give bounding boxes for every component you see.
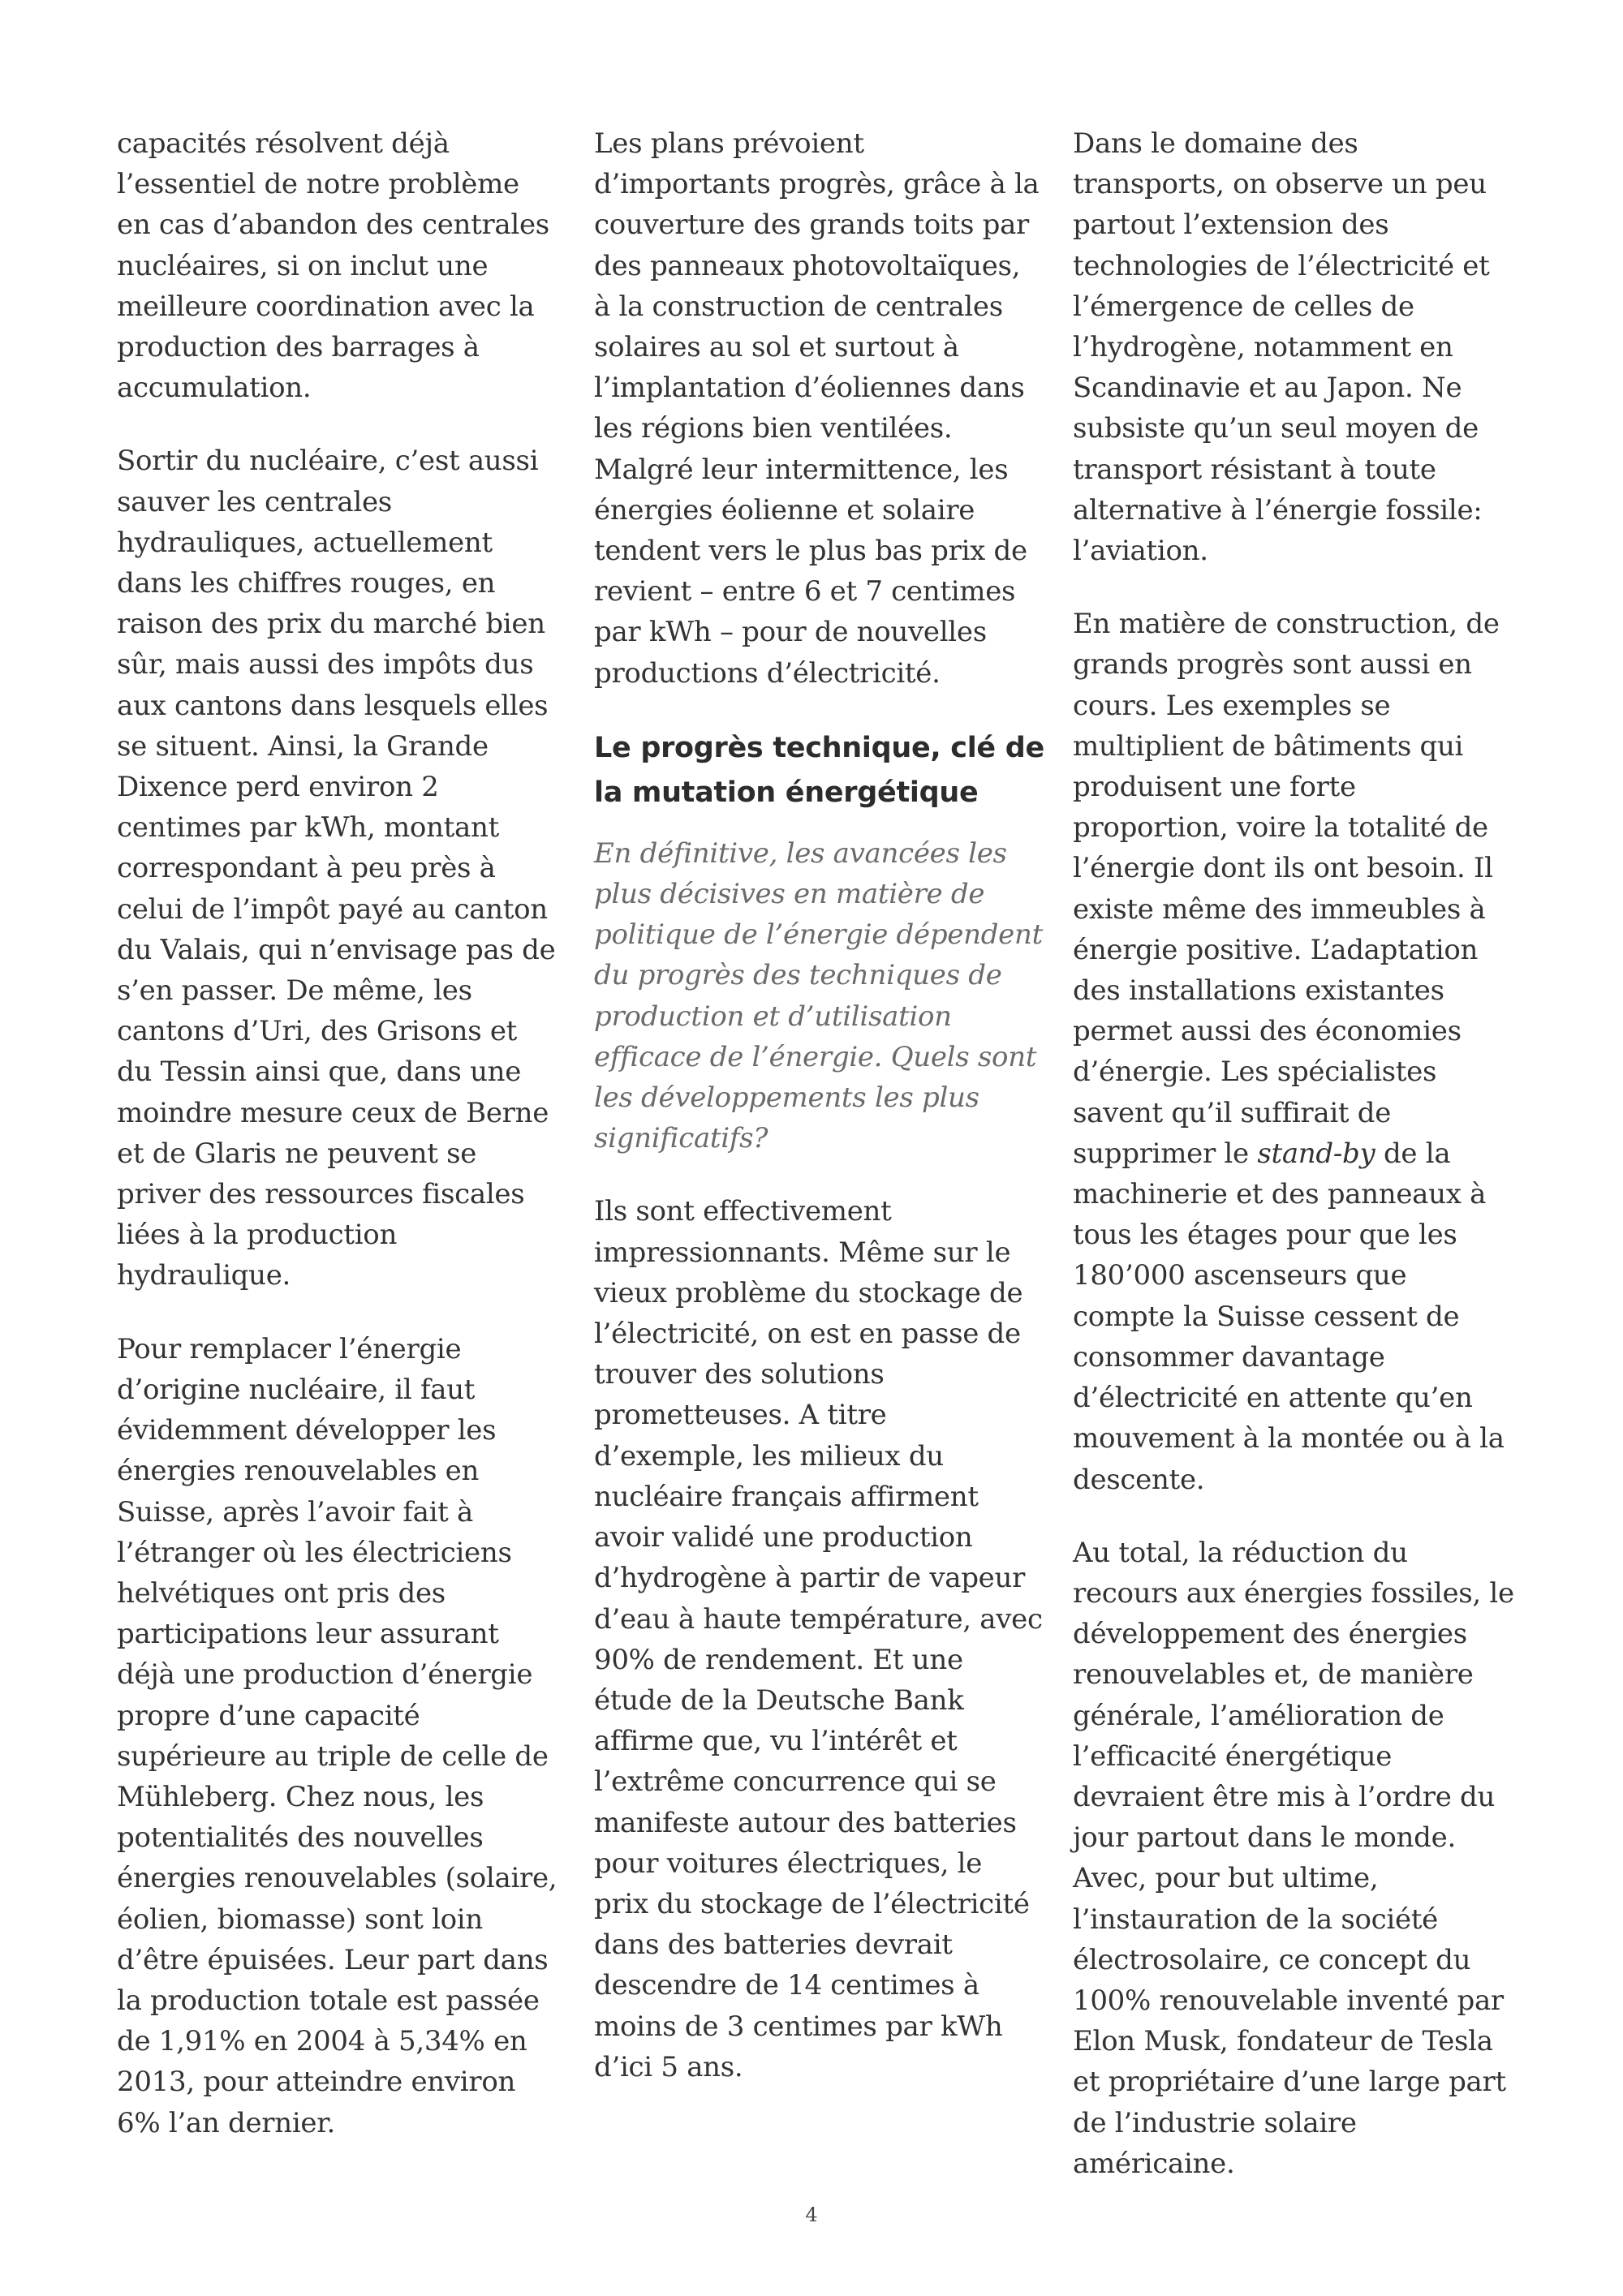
paragraph-text: de la machinerie et des panneaux à tous les étages pour que les 180’000 ascenseurs que compte la Suisse cessent de consommer davantage d’électricité en attente qu’en mouvement à la montée ou à la descente. (1073, 1137, 1505, 1496)
interview-question: En définitive, les avancées les plus décisives en matière de politique de l’énergie dépendent du progrès des techniques de production et d’utilisation efficace de l’énergie. Quels sont les développements les plus significatifs? (594, 836, 1043, 1155)
paragraph: Sortir du nucléaire, c’est aussi sauver les centrales hydrauliques, actuellement dans les chiffres rouges, en raison des prix du marché bien sûr, mais aussi des impôts dus aux cantons dans lesquels elles se situent. Ainsi, la Grande Dixence perd environ 2 centimes par kWh, montant correspondant à peu près à celui de l’impôt payé au canton du Valais, qui n’envisage pas de s’en passer. De même, les cantons d’Uri, des Grisons et du Tessin ainsi que, dans une moindre mesure ceux de Berne et de Glaris ne peuvent se priver des ressources fiscales liées à la production hydraulique. (117, 445, 556, 1292)
paragraph (1073, 604, 1516, 1499)
emphasis-term: stand-by (1257, 1137, 1375, 1170)
paragraph: Ils sont effectivement impressionnants. Même sur le vieux problème du stockage de l’électricité, on est en passe de trouver des solutions prometteuses. A titre d’exemple, les milieux du nucléaire français affirment avoir validé une production d’hydrogène à partir de vapeur d’eau à haute température, avec 90% de rendement. Et une étude de la Deutsche Bank affirme que, vu l’intérêt et l’extrême concurrence qui se manifeste autour des batteries pour voitures électriques, le prix du stockage de l’électricité dans des batteries devrait descendre de 14 centimes à moins de 3 centimes par kWh d’ici 5 ans. (594, 1195, 1043, 2083)
text-column-1 (117, 123, 558, 2176)
paragraph: Les plans prévoient d’importants progrès, grâce à la couverture des grands toits par des panneaux photovoltaïques, à la construction de centrales solaires au sol et surtout à l’implantation d’éoliennes dans les régions bien ventilées. Malgré leur intermittence, les énergies éolienne et solaire tendent vers le plus bas prix de revient – entre 6 et 7 centimes par kWh – pour de nouvelles productions d’électricité. (594, 127, 1040, 690)
paragraph: Pour remplacer l’énergie d’origine nucléaire, il faut évidemment développer les énergies renouvelables en Suisse, après l’avoir fait à l’étranger où les électriciens helvétiques ont pris des participations leur assurant déjà une production d’énergie propre d’une capacité supérieure au triple de celle de Mühleberg. Chez nous, les potentialités des nouvelles énergies renouvelables (solaire, éolien, biomasse) sont loin d’être épuisées. Leur part dans la production totale est passée de 1,91% en 2004 à 5,34% en 2013, pour atteindre environ 6% l’an dernier. (117, 1332, 558, 2139)
page-number: 4 (805, 2204, 818, 2226)
paragraph: capacités résolvent déjà l’essentiel de notre problème en cas d’abandon des centrales nucléaires, si on inclut une meilleure coordination avec la production des barrages à accumulation. (117, 127, 549, 405)
section-heading: Le progrès technique, clé de la mutation énergétique (594, 731, 1044, 809)
text-column-3 (1073, 123, 1516, 2216)
text-column-2 (594, 123, 1044, 2120)
paragraph: Au total, la réduction du recours aux énergies fossiles, le développement des énergies renouvelables et, de manière générale, l’amélioration de l’efficacité énergétique devraient être mis à l’ordre du jour partout dans le monde. Avec, pour but ultime, l’instauration de la société électrosolaire, ce concept du 100% renouvelable inventé par Elon Musk, fondateur de Tesla et propriétaire d’une large part de l’industrie solaire américaine. (1073, 1536, 1514, 2180)
paragraph-text: En matière de construction, de grands progrès sont aussi en cours. Les exemples se multiplient de bâtiments qui produisent une forte proportion, voire la totalité de l’énergie dont ils ont besoin. Il existe même des immeubles à énergie positive. L’adaptation des installations existantes permet aussi des économies d’énergie. Les spécialistes savent qu’il suffirait de supprimer le (1073, 608, 1500, 1170)
paragraph: Dans le domaine des transports, on observe un peu partout l’extension des technologies de l’électricité et l’émergence de celles de l’hydrogène, notamment en Scandinavie et au Japon. Ne subsiste qu’un seul moyen de transport résistant à toute alternative à l’énergie fossile: l’aviation. (1073, 127, 1490, 568)
